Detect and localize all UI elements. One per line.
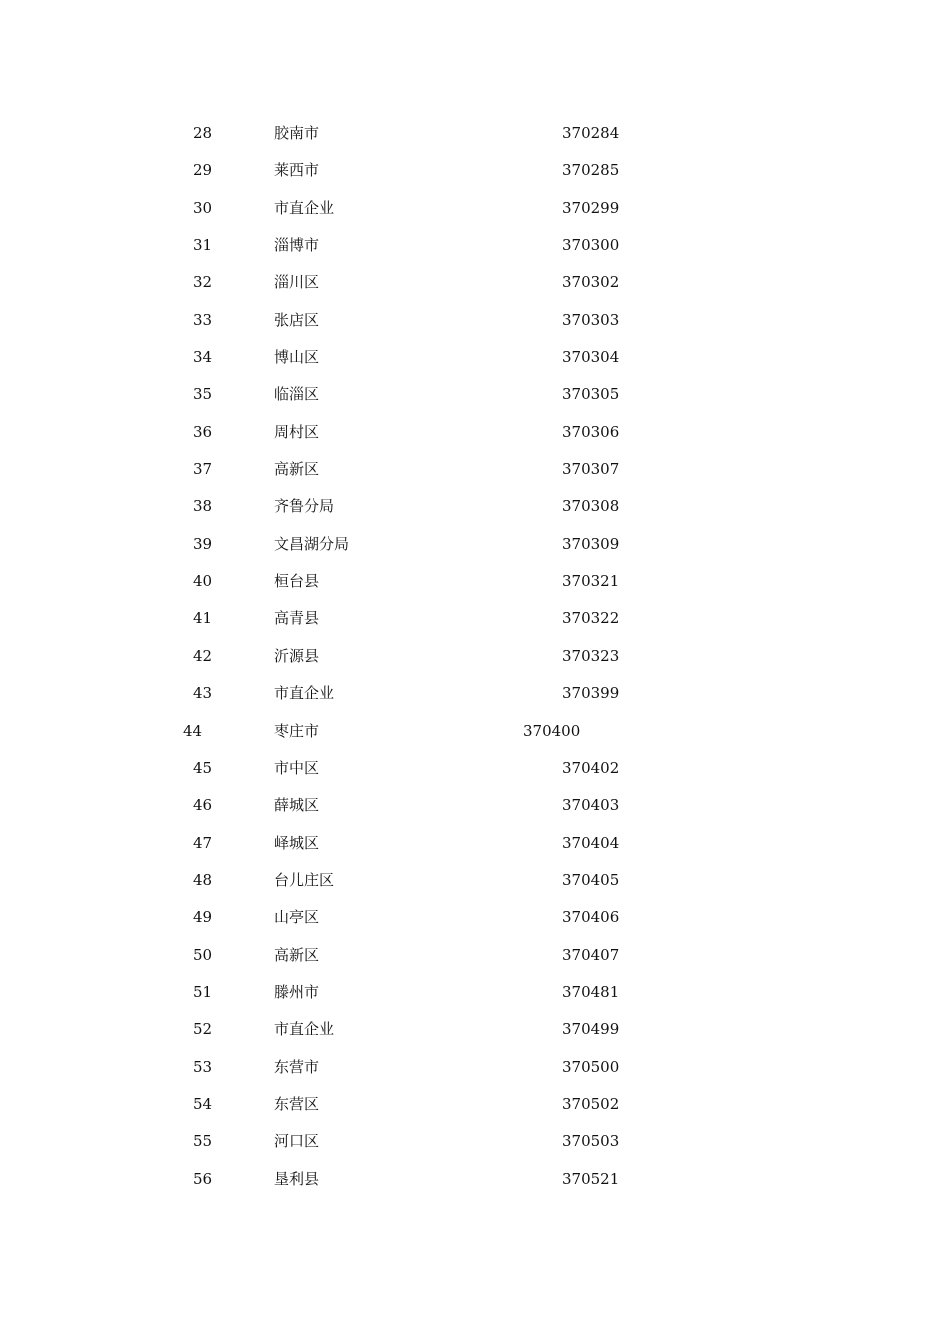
table-row	[0, 451, 950, 488]
row-number: 48	[193, 870, 213, 889]
table-row	[0, 638, 950, 675]
region-name: 东营区	[274, 1094, 320, 1113]
table-row	[0, 115, 950, 152]
row-number: 53	[193, 1057, 213, 1076]
region-name: 临淄区	[274, 385, 320, 404]
row-number: 35	[193, 385, 213, 404]
region-name: 淄川区	[274, 273, 320, 292]
table-row	[0, 227, 950, 264]
region-name: 峄城区	[274, 833, 320, 852]
region-code: 370322	[562, 609, 620, 628]
row-number: 43	[193, 684, 213, 703]
region-name: 市直企业	[274, 198, 335, 217]
table-row	[0, 1049, 950, 1086]
region-code: 370308	[562, 497, 620, 516]
region-name: 河口区	[274, 1132, 320, 1151]
table-row	[0, 1161, 950, 1198]
region-name: 周村区	[274, 422, 320, 441]
region-code: 370323	[562, 646, 620, 665]
table-row	[0, 339, 950, 376]
region-code: 370299	[562, 198, 620, 217]
region-code: 370400	[523, 721, 581, 740]
table-row	[0, 787, 950, 824]
region-code: 370404	[562, 833, 620, 852]
region-name: 沂源县	[274, 646, 320, 665]
region-code: 370302	[562, 273, 620, 292]
region-code: 370521	[562, 1169, 620, 1188]
table-row	[0, 526, 950, 563]
row-number: 37	[193, 460, 213, 479]
region-code: 370402	[562, 758, 620, 777]
table-row	[0, 190, 950, 227]
table-row	[0, 488, 950, 525]
region-name: 博山区	[274, 348, 320, 367]
region-name: 高新区	[274, 460, 320, 479]
region-code: 370399	[562, 684, 620, 703]
table-row	[0, 862, 950, 899]
region-code: 370407	[562, 945, 620, 964]
region-code: 370309	[562, 534, 620, 553]
table-row	[0, 1123, 950, 1160]
region-code-table	[0, 115, 950, 1198]
region-code: 370285	[562, 161, 620, 180]
row-number: 29	[193, 161, 213, 180]
row-number: 40	[193, 572, 213, 591]
row-number: 28	[193, 124, 213, 142]
row-number: 55	[193, 1132, 213, 1151]
region-name: 台儿庄区	[274, 870, 335, 889]
region-name: 胶南市	[274, 124, 320, 142]
region-code: 370403	[562, 796, 620, 815]
row-number: 46	[193, 796, 213, 815]
region-code: 370499	[562, 1020, 620, 1039]
region-code: 370305	[562, 385, 620, 404]
row-number: 41	[193, 609, 213, 628]
region-code: 370406	[562, 908, 620, 927]
region-name: 齐鲁分局	[274, 497, 335, 516]
table-row	[0, 1086, 950, 1123]
row-number: 54	[193, 1094, 213, 1113]
table-row	[0, 414, 950, 451]
row-number: 36	[193, 422, 213, 441]
row-number: 34	[193, 348, 213, 367]
row-number: 52	[193, 1020, 213, 1039]
row-number: 50	[193, 945, 213, 964]
table-row	[0, 1011, 950, 1048]
table-row	[0, 152, 950, 189]
region-name: 莱西市	[274, 161, 320, 180]
row-number: 32	[193, 273, 213, 292]
region-code: 370307	[562, 460, 620, 479]
row-number: 38	[193, 497, 213, 516]
row-number: 56	[193, 1169, 213, 1188]
region-name: 市中区	[274, 758, 320, 777]
row-number: 45	[193, 758, 213, 777]
row-number: 33	[193, 310, 213, 329]
region-code: 370304	[562, 348, 620, 367]
row-number: 47	[193, 833, 213, 852]
table-row	[0, 264, 950, 301]
table-row	[0, 563, 950, 600]
region-code: 370321	[562, 572, 620, 591]
region-name: 高青县	[274, 609, 320, 628]
region-name: 市直企业	[274, 1020, 335, 1039]
region-code: 370284	[562, 124, 620, 142]
table-row	[0, 750, 950, 787]
region-name: 山亭区	[274, 908, 320, 927]
region-name: 东营市	[274, 1057, 320, 1076]
region-code: 370500	[562, 1057, 620, 1076]
region-name: 滕州市	[274, 982, 320, 1001]
table-row	[0, 899, 950, 936]
region-code: 370303	[562, 310, 620, 329]
region-name: 枣庄市	[274, 721, 320, 740]
region-name: 文昌湖分局	[274, 534, 350, 553]
table-row	[0, 825, 950, 862]
region-name: 张店区	[274, 310, 320, 329]
region-name: 薛城区	[274, 796, 320, 815]
row-number: 30	[193, 198, 213, 217]
region-code: 370306	[562, 422, 620, 441]
region-name: 桓台县	[274, 572, 320, 591]
row-number: 51	[193, 982, 213, 1001]
table-row	[0, 974, 950, 1011]
table-row	[0, 302, 950, 339]
region-code: 370405	[562, 870, 620, 889]
region-name: 垦利县	[274, 1169, 320, 1188]
row-number: 44	[183, 721, 203, 740]
region-name: 高新区	[274, 945, 320, 964]
table-row	[0, 713, 950, 750]
region-name: 淄博市	[274, 236, 320, 255]
row-number: 39	[193, 534, 213, 553]
row-number: 31	[193, 236, 213, 255]
row-number: 49	[193, 908, 213, 927]
table-row	[0, 600, 950, 637]
table-row	[0, 937, 950, 974]
region-code: 370481	[562, 982, 620, 1001]
table-row	[0, 675, 950, 712]
region-code: 370502	[562, 1094, 620, 1113]
region-code: 370300	[562, 236, 620, 255]
region-code: 370503	[562, 1132, 620, 1151]
region-name: 市直企业	[274, 684, 335, 703]
row-number: 42	[193, 646, 213, 665]
table-row	[0, 376, 950, 413]
